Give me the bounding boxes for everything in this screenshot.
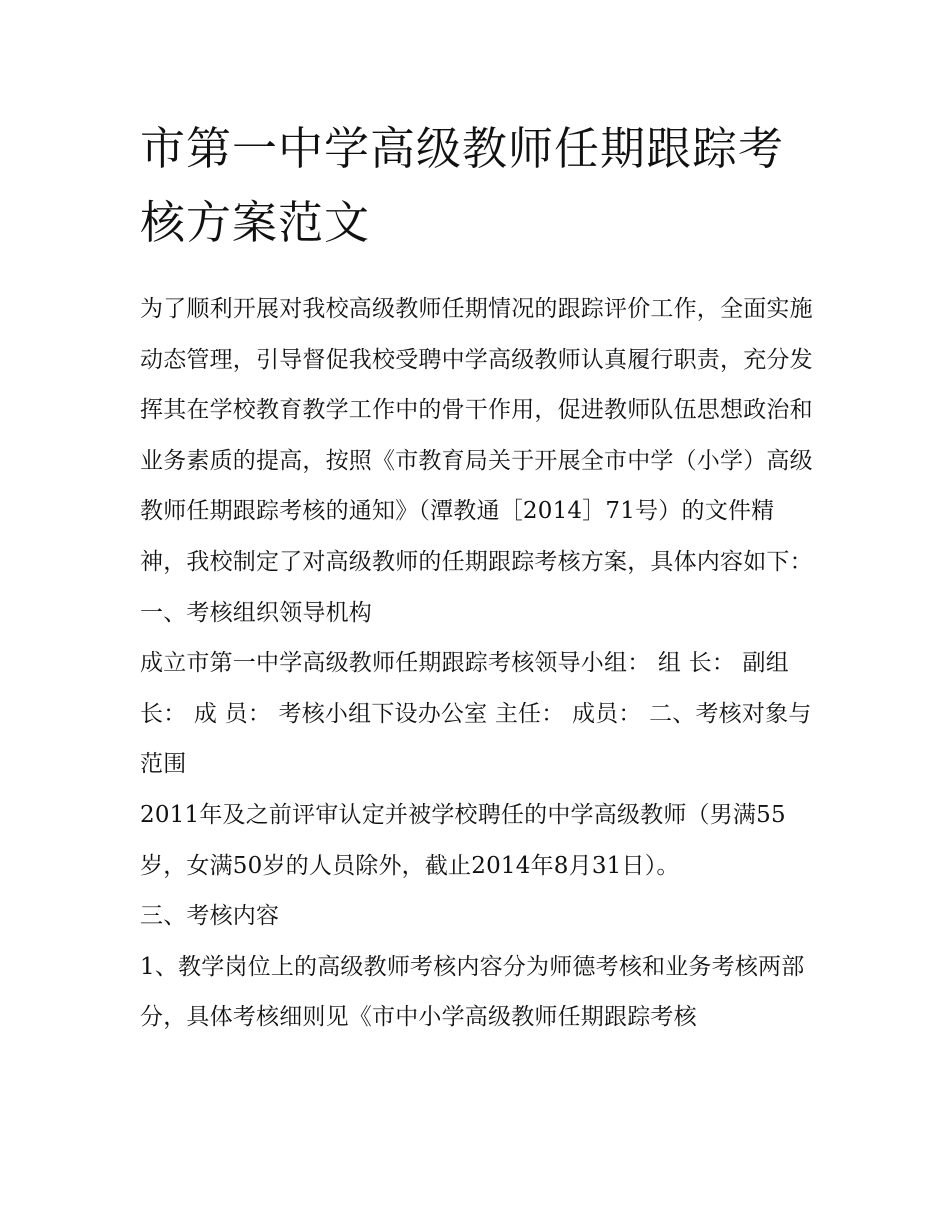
paragraph-scope: 2011年及之前评审认定并被学校聘任的中学高级教师（男满55岁，女满50岁的人员除外，截止2014年8月31日）。 (140, 801, 786, 879)
paragraph-leadership: 成立市第一中学高级教师任期跟踪考核领导小组： 组 长： 副组长： 成 员： 考核小组下设办公室 主任： 成员： 二、考核对象与范围 (140, 650, 812, 778)
document-page (140, 112, 820, 1043)
document-body (140, 284, 820, 1043)
paragraph-intro: 为了顺利开展对我校高级教师任期情况的跟踪评价工作，全面实施动态管理，引导督促我校受聘中学高级教师认真履行职责，充分发挥其在学校教育教学工作中的骨干作用，促进教师队伍思想政治和业务素质的提高，按照《市教育局关于开展全市中学（小学）高级 (140, 296, 813, 474)
section-heading-content: 三、考核内容 (140, 903, 280, 930)
document-title: 市第一中学高级教师任期跟踪考核方案范文 (140, 122, 785, 249)
paragraph-content-1: 1、教学岗位上的高级教师考核内容分为师德考核和业务考核两部分，具体考核细则见《市中小学高级教师任期跟踪考核 (140, 953, 805, 1031)
paragraph-notice: 教师任期跟踪考核的通知》（潭教通［2014］71号）的文件精神，我校制定了对高级教师的任期跟踪考核方案，具体内容如下： 一、考核组织领导机构 (140, 498, 813, 626)
